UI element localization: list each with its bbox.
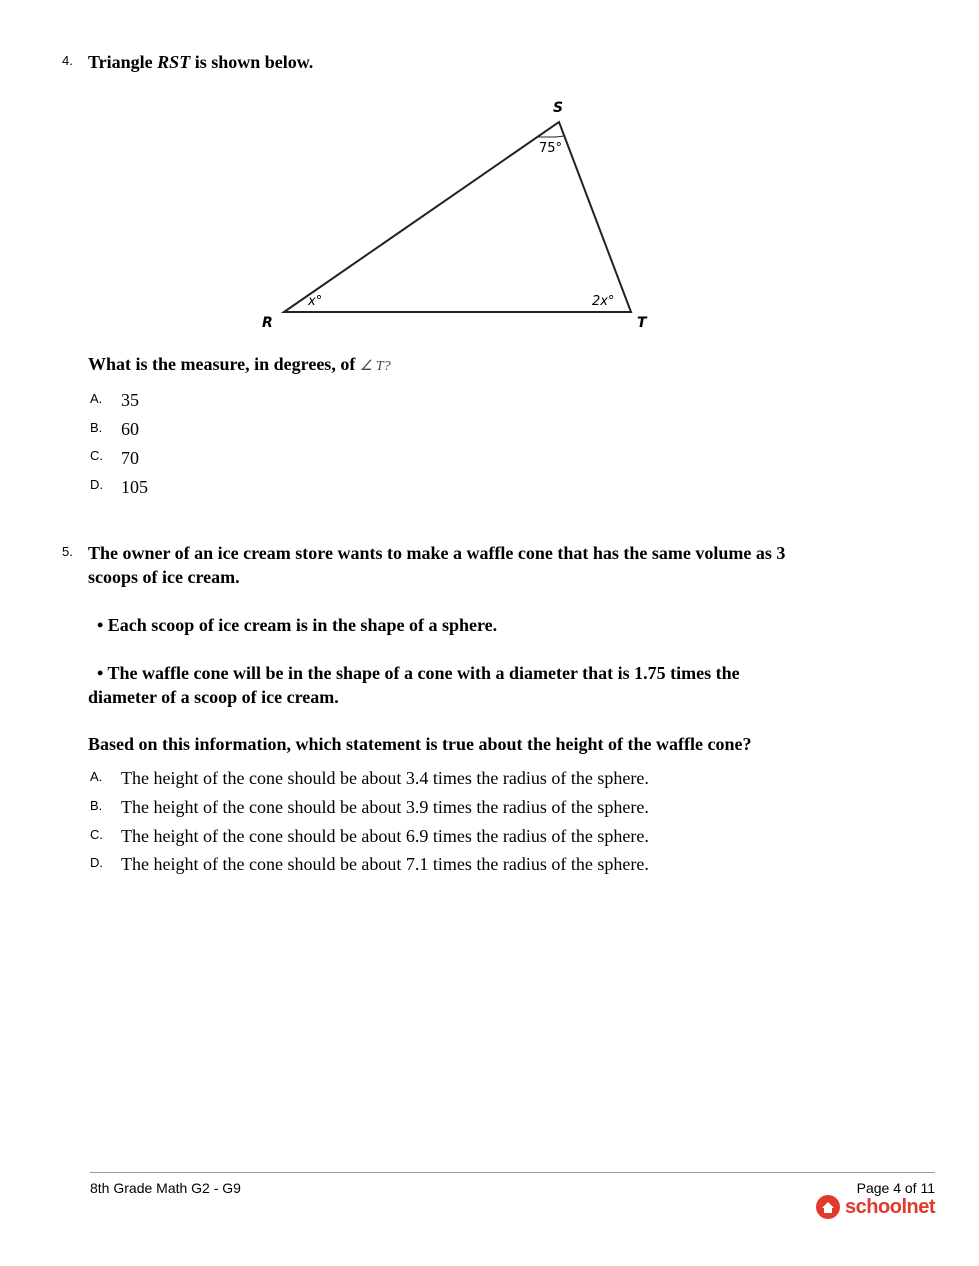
angle-label-s: 75° <box>539 141 563 156</box>
question-5-stem-line-1: The owner of an ice cream store wants to make a waffle cone that has the same volume as 3 <box>88 543 786 563</box>
vertex-label-t: T <box>637 315 647 331</box>
question-4-choice-c[interactable]: 70 <box>121 448 139 468</box>
question-4-prompt-text: What is the measure, in degrees, of <box>88 354 360 374</box>
question-4-choice-d[interactable]: 105 <box>121 477 148 497</box>
schoolnet-logo-text: schoolnet <box>845 1195 935 1218</box>
question-4-stem-triangle-name: RST <box>157 52 191 72</box>
footer-divider <box>90 1172 935 1173</box>
question-5-bullet-2-line-2: diameter of a scoop of ice cream. <box>88 687 339 707</box>
question-5-number: 5. <box>62 544 73 559</box>
question-5-bullet-1: • Each scoop of ice cream is in the shape of a sphere. <box>97 615 498 635</box>
angle-s-arc <box>537 136 564 137</box>
question-5-prompt: Based on this information, which statement is true about the height of the waffle cone? <box>88 734 752 754</box>
question-5-bullet-2-line-1: • The waffle cone will be in the shape of a cone with a diameter that is 1.75 times the <box>97 663 740 683</box>
question-4-choice-c-letter: C. <box>90 448 103 463</box>
question-5-choice-d[interactable]: The height of the cone should be about 7.1 times the radius of the sphere. <box>121 854 649 874</box>
question-5-choice-c[interactable]: The height of the cone should be about 6.9 times the radius of the sphere. <box>121 826 649 846</box>
question-4-choice-a[interactable]: 35 <box>121 390 139 410</box>
footer-page-number: Page 4 of 11 <box>856 1180 935 1196</box>
question-5-stem-line-2: scoops of ice cream. <box>88 567 240 587</box>
vertex-label-s: S <box>553 100 564 116</box>
question-4-choice-a-letter: A. <box>90 391 103 406</box>
question-4-stem-pre: Triangle <box>88 52 158 72</box>
question-4-stem <box>88 50 313 74</box>
question-4-prompt <box>88 352 391 379</box>
question-5-choice-b-letter: B. <box>90 798 103 813</box>
question-4-choice-d-letter: D. <box>90 477 103 492</box>
question-4-stem-post: is shown below. <box>190 52 314 72</box>
question-4-choice-b-letter: B. <box>90 420 103 435</box>
question-5-choice-d-letter: D. <box>90 855 103 870</box>
question-5-choice-b[interactable]: The height of the cone should be about 3.9 times the radius of the sphere. <box>121 797 649 817</box>
question-4-choice-b[interactable]: 60 <box>121 419 139 439</box>
question-5-choice-c-letter: C. <box>90 827 103 842</box>
question-4-prompt-angle: ∠ T? <box>359 359 391 374</box>
vertex-label-r: R <box>262 315 273 331</box>
schoolnet-logo <box>815 1194 935 1220</box>
question-5-choice-a-letter: A. <box>90 769 103 784</box>
question-4-number: 4. <box>62 53 73 68</box>
house-icon <box>815 1194 841 1220</box>
footer-test-title: 8th Grade Math G2 - G9 <box>90 1180 241 1196</box>
angle-label-r: x° <box>308 294 323 309</box>
question-5-choice-a[interactable]: The height of the cone should be about 3.4 times the radius of the sphere. <box>121 768 649 788</box>
triangle-rst <box>284 122 631 312</box>
angle-label-t: 2x° <box>592 294 615 309</box>
triangle-rst-figure <box>250 92 670 337</box>
